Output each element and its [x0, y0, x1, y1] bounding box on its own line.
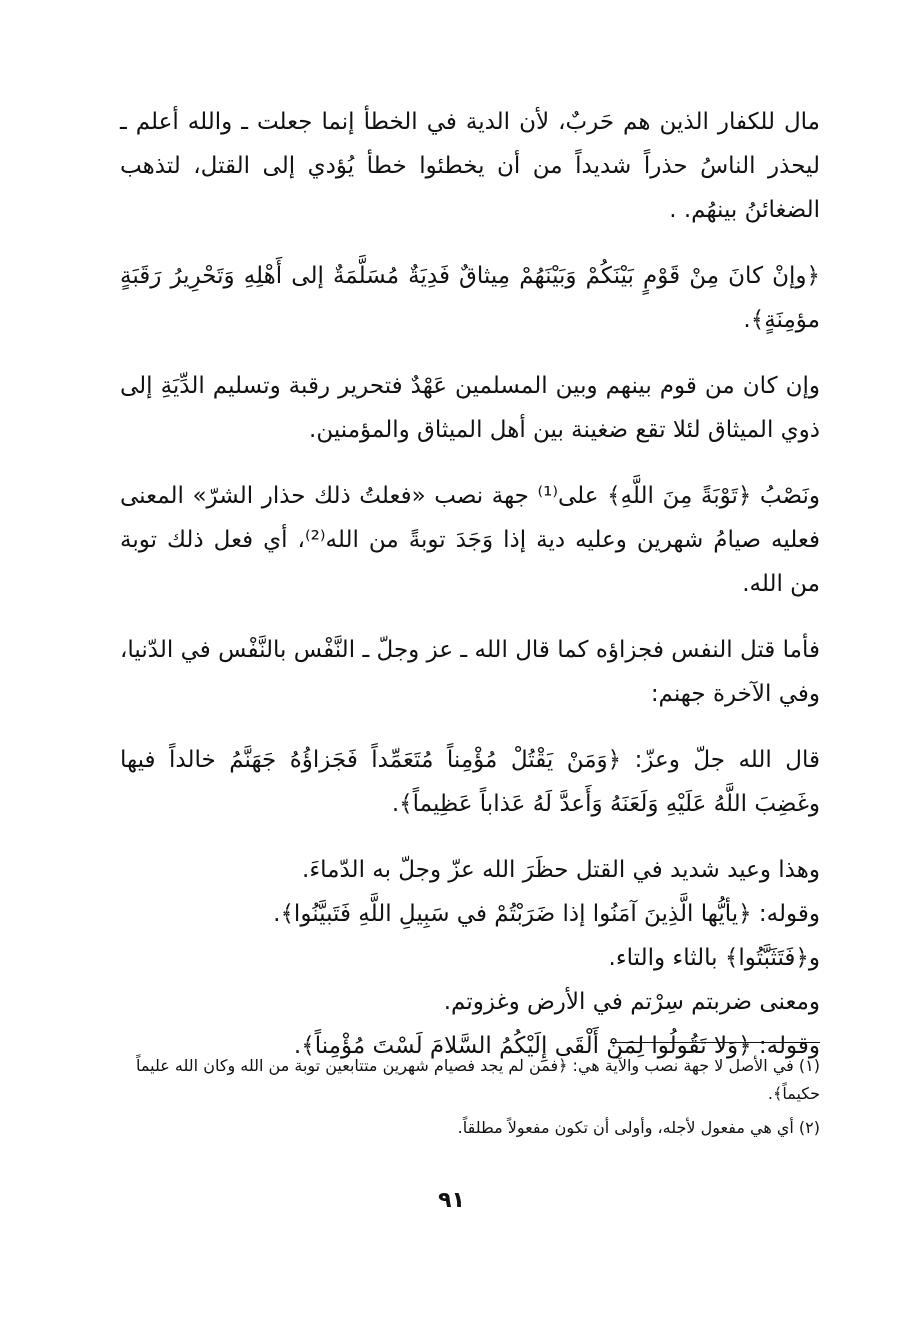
paragraph-9: و﴿فَتَثَبَّتُوا﴾ بالثاء والتاء.	[608, 945, 820, 971]
paragraph-3: وإن كان من قوم بينهم وبين المسلمين عَهْدٌ فتحرير رقبة وتسليم الدِّيَةِ إلى ذوي الميثاق لئلا تقع ضغينة بين أهل الميثاق والمؤمنين.	[120, 373, 820, 443]
page-number: ٩١	[438, 1188, 465, 1213]
paragraph-4: ونَصْبُ ﴿تَوْبَةً مِنَ اللَّهِ﴾ على⁽¹⁾ جهة نصب «فعلتُ ذلك حذار الشرّ» المعنى فعليه صيامُ شهرين وعليه دية إذا وَجَدَ توبةً من الله⁽²⁾، أي فعل ذلك توبة من الله.	[120, 483, 820, 597]
paragraph-5: فأما قتل النفس فجزاؤه كما قال الله ـ عز وجلّ ـ النَّفْس بالنَّفْس في الدّنيا، وفي الآخرة جهنم:	[120, 637, 820, 707]
footnote-2: (٢) أي هي مفعول لأجله، وأولى أن تكون مفعولاً مطلقاً.	[457, 1118, 820, 1137]
footnote-divider	[610, 1042, 820, 1043]
paragraph-2-quran-verse: ﴿وإنْ كانَ مِنْ قَوْمٍ بَيْنَكُمْ وَبَيْنَهُمْ مِيثاقٌ فَدِيَةٌ مُسَلَّمَةٌ إلى أَهْلِهِ وَتَحْرِيرُ رَقَبَةٍ مؤمِنَةٍ﴾.	[120, 263, 820, 333]
footnote-1: (١) في الأصل لا جهة نصب والآية هي: ﴿فمن لم يجد فصيام شهرين متتابعين توبة من الله وكان الله عليماً حكيماً﴾.	[136, 1056, 820, 1103]
paragraph-6: قال الله جلّ وعزّ: ﴿وَمَنْ يَقْتُلْ مُؤْمِناً مُتَعَمِّداً فَجَزاؤُهُ جَهَنَّمُ خالداً فيها وغَضِبَ اللَّهُ عَلَيْهِ وَلَعَنَهُ وَأَعدَّ لَهُ عَذاباً عَظِيماً﴾.	[120, 747, 820, 817]
paragraph-10: ومعنى ضربتم سِرْتم في الأرض وغزوتم.	[443, 989, 820, 1015]
page-body	[120, 100, 820, 1080]
paragraph-7: وهذا وعيد شديد في القتل حظَرَ الله عزّ وجلّ به الدّماءَ.	[302, 857, 820, 883]
paragraph-1: مال للكفار الذين هم حَربٌ، لأن الدية في الخطأ إنما جعلت ـ والله أعلم ـ ليحذر الناسُ حذراً شديداً من أن يخطئوا خطأ يُؤدي إلى القتل، لتذهب الضغائنُ بينهُم. .	[120, 109, 820, 223]
footnotes	[132, 1052, 820, 1148]
paragraph-11: وقوله: ﴿وَلا تَقُولُوا لِمَنْ أَلْقَى إِلَيْكُمُ السَّلامَ لَسْتَ مُؤْمِناً﴾.	[293, 1033, 820, 1059]
paragraph-8: وقوله: ﴿يأيُّها الَّذِينَ آمَنُوا إذا ضَرَبْتُمْ في سَبِيلِ اللَّهِ فَتَبيَّنُوا﴾.	[273, 901, 820, 927]
